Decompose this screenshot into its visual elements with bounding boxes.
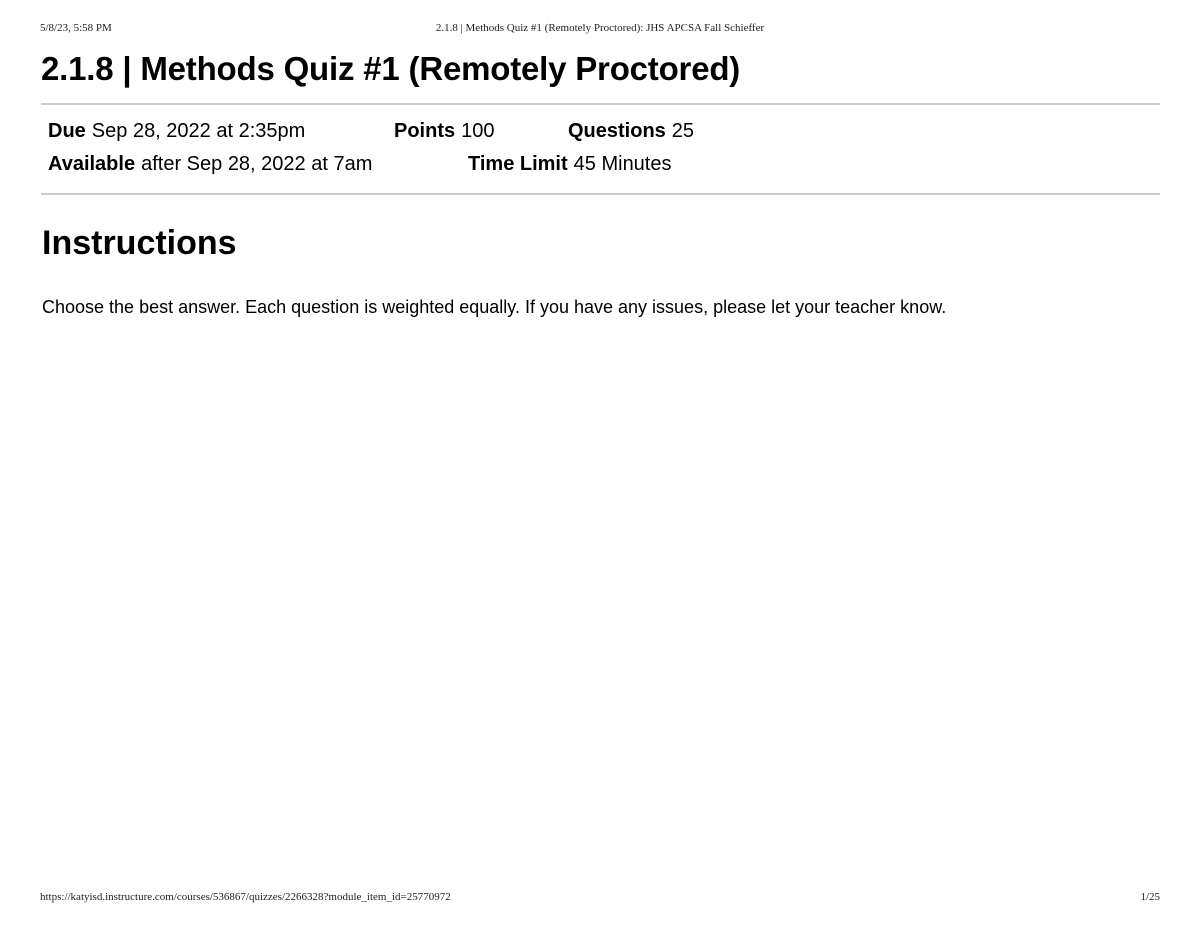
print-datetime: 5/8/23, 5:58 PM [40, 22, 112, 34]
instructions-text: Choose the best answer. Each question is weighted equally. If you have any issues, please let your teacher know. [42, 297, 947, 317]
print-header [40, 22, 1160, 38]
print-doc-title: 2.1.8 | Methods Quiz #1 (Remotely Proctored): JHS APCSA Fall Schieffer [435, 22, 765, 34]
time-limit-label: Time Limit [468, 153, 568, 175]
page-title: 2.1.8 | Methods Quiz #1 (Remotely Proctored) [41, 50, 741, 87]
print-url: https://katyisd.instructure.com/courses/536867/quizzes/2266328?module_item_id=25770972 [40, 891, 451, 903]
due-value: Sep 28, 2022 at 2:35pm [91, 120, 306, 142]
time-limit-detail [468, 153, 672, 176]
instructions-heading: Instructions [42, 224, 237, 262]
questions-value: 25 [671, 120, 695, 142]
time-limit-value: 45 Minutes [573, 153, 672, 175]
due-label: Due [48, 120, 86, 142]
print-footer [40, 891, 1160, 907]
points-detail [394, 120, 495, 143]
print-page-number: 1/25 [1140, 891, 1160, 903]
points-value: 100 [461, 120, 495, 142]
available-label: Available [48, 153, 136, 175]
questions-detail [568, 120, 694, 143]
header-divider [41, 103, 1160, 105]
available-detail [48, 153, 372, 176]
questions-label: Questions [568, 120, 666, 142]
details-divider [41, 193, 1160, 195]
due-detail [48, 120, 305, 143]
points-label: Points [394, 120, 456, 142]
available-value: after Sep 28, 2022 at 7am [141, 153, 373, 175]
